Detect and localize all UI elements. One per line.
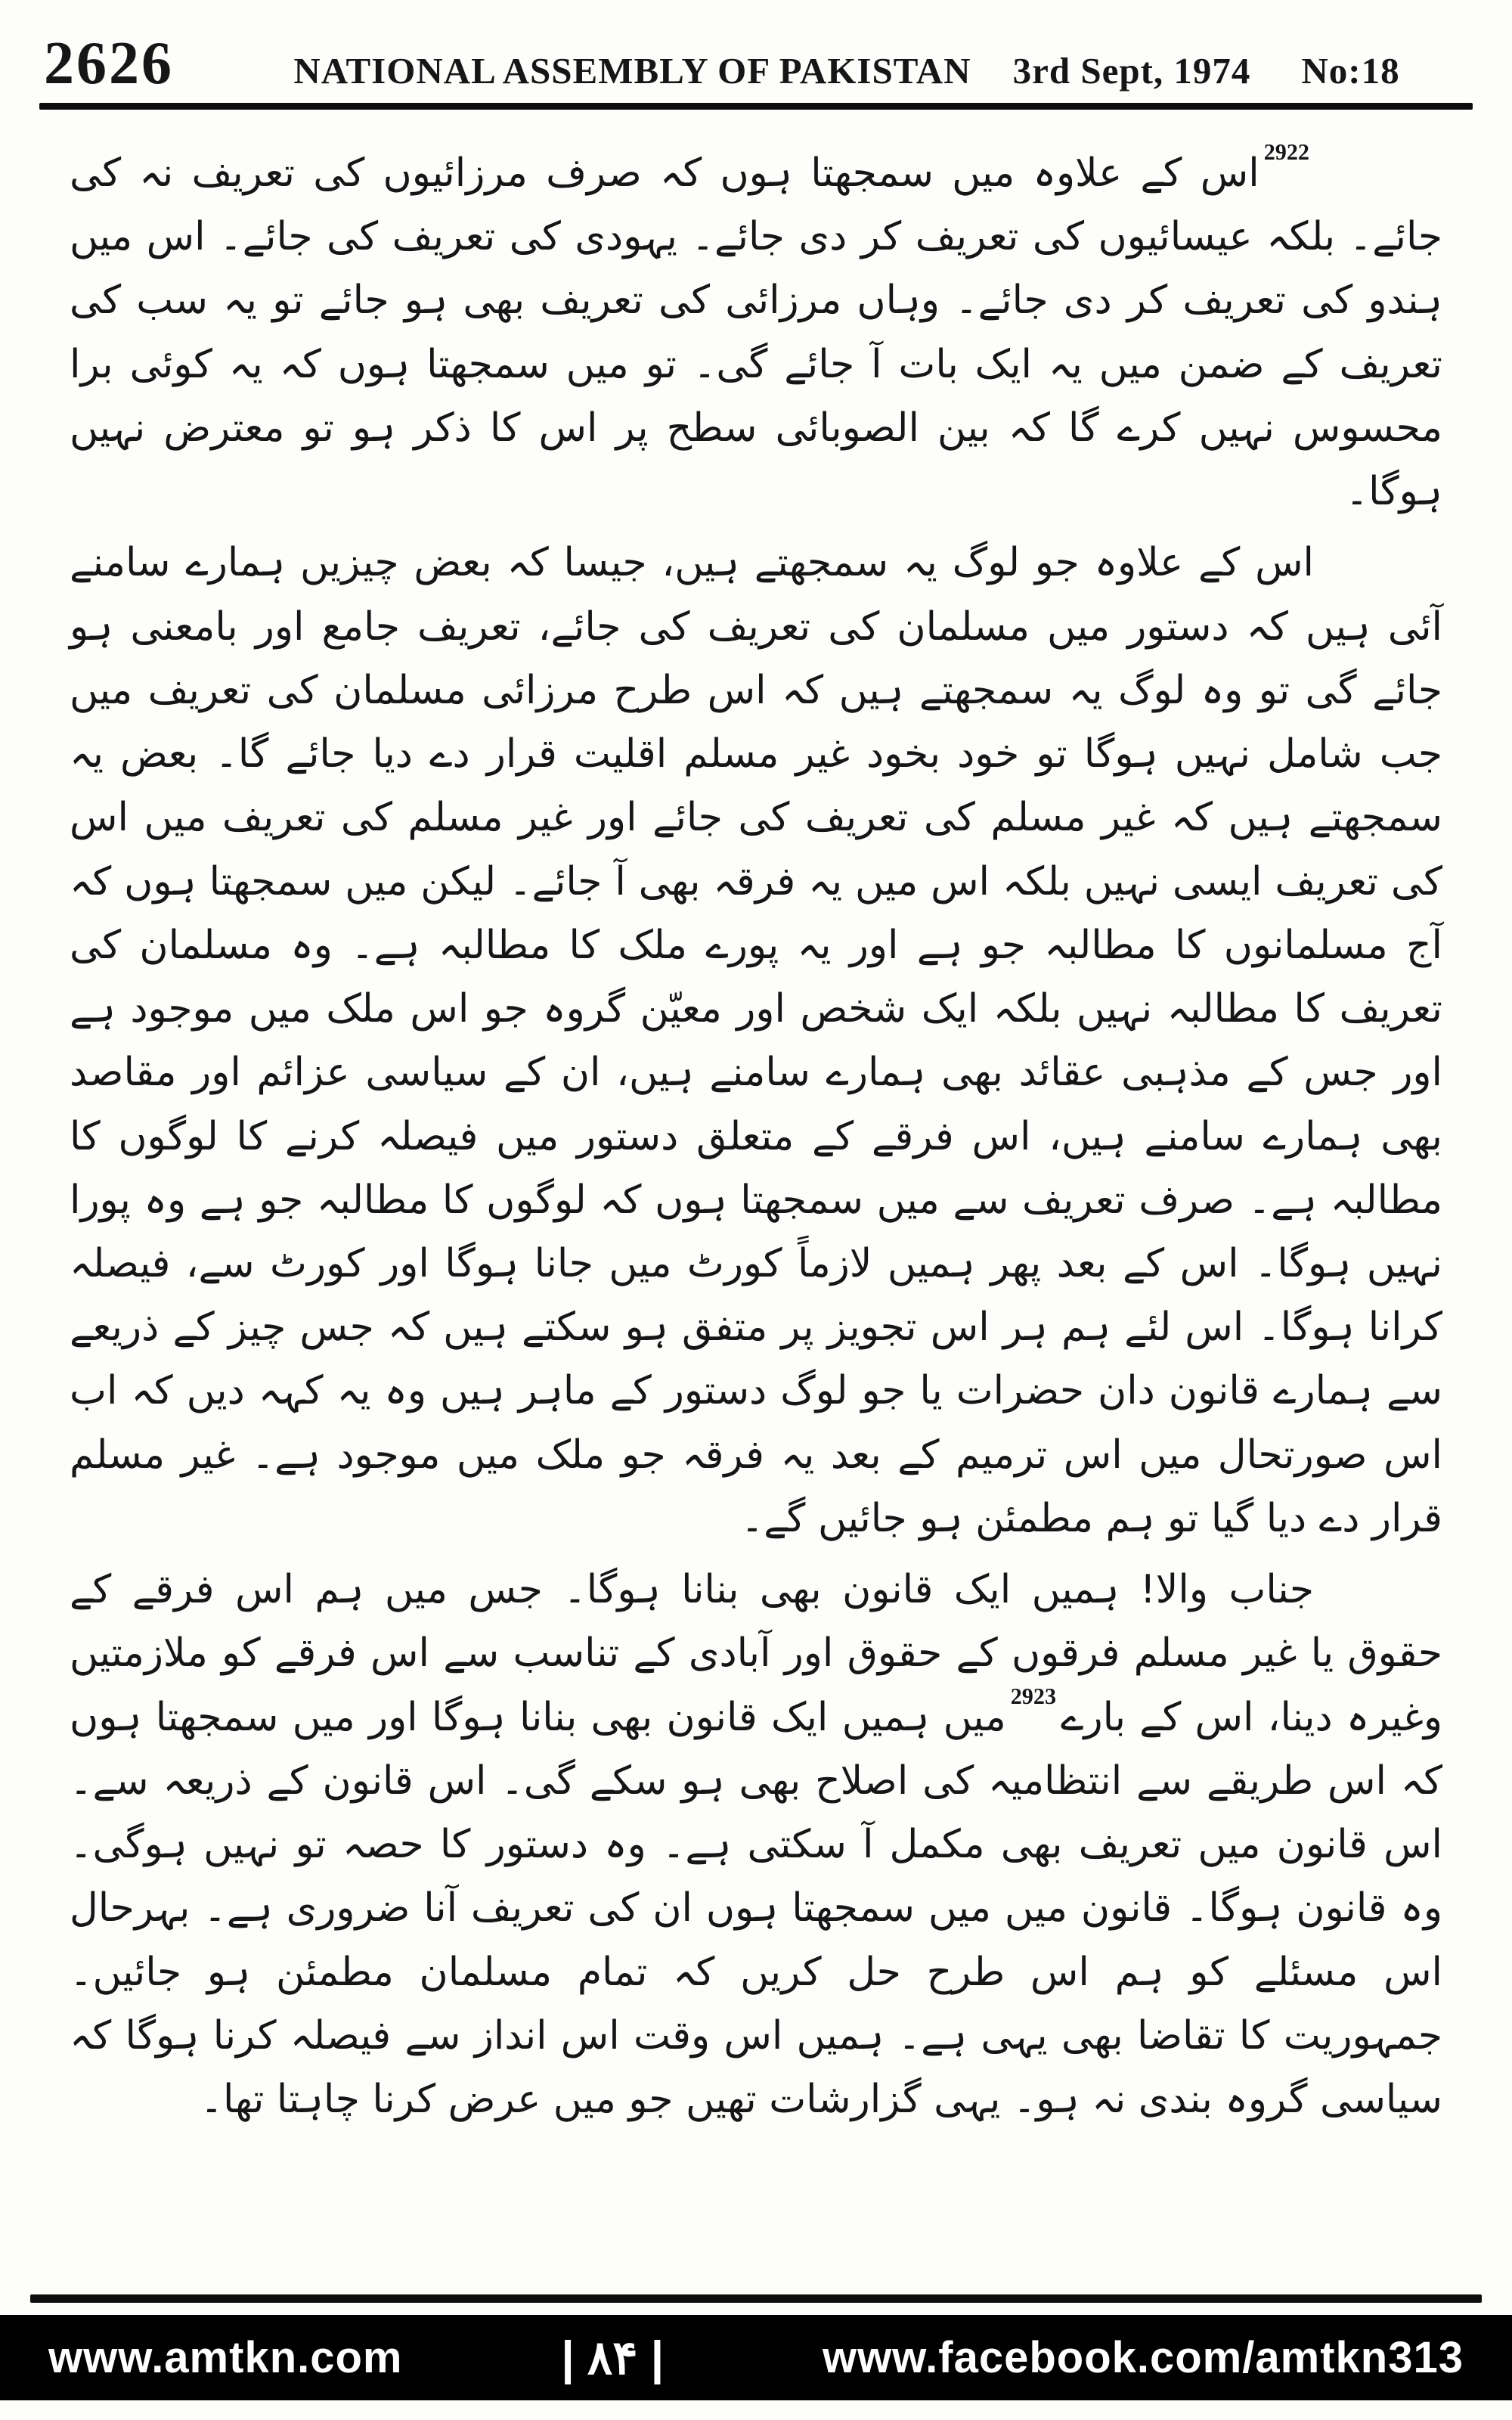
paragraph-1-text: اس کے علاوہ میں سمجھتا ہوں کہ صرف مرزائیوں کی تعریف نہ کی جائے۔ بلکہ عیسائیوں کی تعریف کر دی جائے۔ یہودی کی تعریف کی جائے۔ اس میں ہندو کی تعریف کر دی جائے۔ وہاں مرزائی کی تعریف بھی ہو جائے تو یہ سب کی تعریف کے ضمن میں یہ ایک بات آ جائے گی۔ تو میں سمجھتا ہوں کہ یہ کوئی برا محسوس نہیں کرے گا کہ بین الصوبائی سطح پر اس کا ذکر ہو تو معترض نہیں ہوگا۔ — [70, 150, 1442, 515]
paragraph-2-text: اس کے علاوہ جو لوگ یہ سمجھتے ہیں، جیسا کہ بعض چیزیں ہمارے سامنے آئی ہیں کہ دستور میں مسلمان کی تعریف کی جائے، تعریف جامع اور بامعنی ہو جائے گی تو وہ لوگ یہ سمجھتے ہیں کہ اس طرح مرزائی مسلمان کی تعریف میں جب شامل نہیں ہوگا تو خود بخود غیر مسلم اقلیت قرار دے دیا جائے گا۔ بعض یہ سمجھتے ہیں کہ غیر مسلم کی تعریف کی جائے اور غیر مسلم کی تعریف میں اس کی تعریف ایسی نہیں بلکہ اس میں یہ فرقہ بھی آ جائے۔ لیکن میں سمجھتا ہوں کہ آج مسلمانوں کا مطالبہ جو ہے اور یہ پورے ملک کا مطالبہ ہے۔ وہ مسلمان کی تعریف کا مطالبہ نہیں بلکہ ایک شخص اور معیّن گروہ جو اس ملک میں موجود ہے اور جس کے مذہبی عقائد بھی ہمارے سامنے ہیں، ان کے سیاسی عزائم اور مقاصد بھی ہمارے سامنے ہیں، اس فرقے کے متعلق دستور میں فیصلہ کرنے کا لوگوں کا مطالبہ ہے۔ صرف تعریف سے میں سمجھتا ہوں کہ لوگوں کا مطالبہ جو ہے وہ پورا نہیں ہوگا۔ اس کے بعد پھر ہمیں لازماً کورٹ میں جانا ہوگا اور کورٹ سے، فیصلہ کرانا ہوگا۔ اس لئے ہم ہر اس تجویز پر متفق ہو سکتے ہیں کہ جس چیز کے ذریعے سے ہمارے قانون دان حضرات یا جو لوگ دستور کے ماہر ہیں وہ یہ کہہ دیں کہ اب اس صورتحال میں اس ترمیم کے بعد یہ فرقہ جو ملک میں موجود ہے۔ غیر مسلم قرار دے دیا گیا تو ہم مطمئن ہو جائیں گے۔ — [70, 540, 1442, 1541]
footer-page-marker: | ۸۴ | — [561, 2332, 665, 2384]
column-marker-2922: 2922 — [1263, 139, 1309, 166]
page-header — [0, 0, 1512, 100]
website-url: www.amtkn.com — [48, 2333, 403, 2382]
page-number: 2626 — [44, 30, 174, 97]
column-marker-2923: 2923 — [1010, 1683, 1057, 1709]
issue-number: No:18 — [1301, 50, 1400, 92]
paragraph-1 — [70, 141, 1442, 523]
facebook-url: www.facebook.com/amtkn313 — [822, 2333, 1464, 2382]
header-divider — [39, 103, 1473, 110]
footer-divider — [30, 2294, 1482, 2303]
footer-bar — [0, 2315, 1512, 2400]
paragraph-3-text-before: جناب والا! ہمیں ایک قانون بھی بنانا ہوگا۔ جس میں ہم اس فرقے کے حقوق یا غیر مسلم فرقوں کے حقوق اور آبادی کے تناسب سے اس فرقے کو ملازمتیں وغیرہ دینا، اس کے بارے — [70, 1567, 1442, 1740]
header-title-group — [204, 49, 1489, 92]
paragraph-2 — [70, 531, 1442, 1550]
speech-text-block — [0, 110, 1512, 2294]
session-date: 3rd Sept, 1974 — [1012, 50, 1251, 92]
journal-title: NATIONAL ASSEMBLY OF PAKISTAN — [293, 50, 971, 92]
page-footer — [0, 2294, 1512, 2420]
paragraph-3-text-after: میں ہمیں ایک قانون بھی بنانا ہوگا اور میں سمجھتا ہوں کہ اس طریقے سے انتظامیہ کی اصلاح بھی ہو سکے گی۔ اس قانون کے ذریعہ سے۔ اس قانون میں تعریف بھی مکمل آ سکتی ہے۔ وہ دستور کا حصہ تو نہیں ہوگی۔ وہ قانون ہوگا۔ قانون میں میں سمجھتا ہوں ان کی تعریف آنا ضروری ہے۔ بہرحال اس مسئلے کو ہم اس طرح حل کریں کہ تمام مسلمان مطمئن ہو جائیں۔ جمہوریت کا تقاضا بھی یہی ہے۔ ہمیں اس وقت اس انداز سے فیصلہ کرنا ہوگا کہ سیاسی گروہ بندی نہ ہو۔ یہی گزارشات تھیں جو میں عرض کرنا چاہتا تھا۔ — [70, 1694, 1442, 2123]
paragraph-3 — [70, 1558, 1442, 2131]
